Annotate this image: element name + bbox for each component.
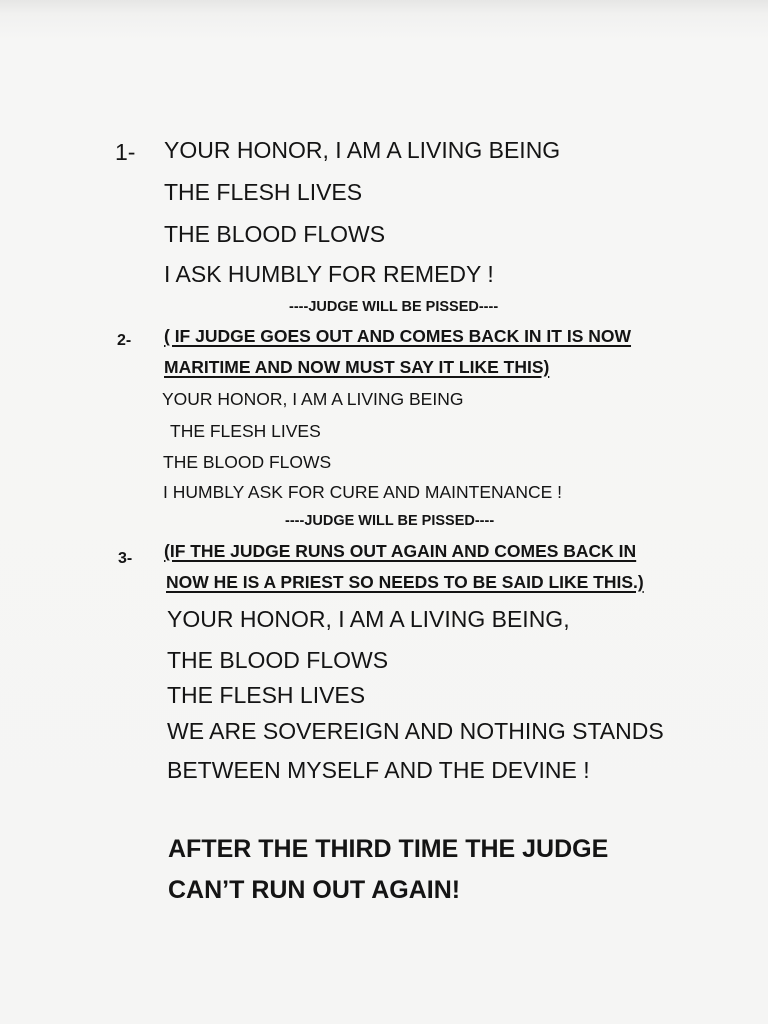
section-2-number: 2- <box>117 332 132 349</box>
section-3-line: WE ARE SOVEREIGN AND NOTHING STANDS <box>167 718 664 744</box>
section-2-line: THE BLOOD FLOWS <box>163 452 332 472</box>
section-3-note-line: (IF THE JUDGE RUNS OUT AGAIN AND COMES BACK IN <box>164 541 637 561</box>
separator-2: ----JUDGE WILL BE PISSED---- <box>285 513 495 529</box>
section-1-number: 1- <box>115 139 136 165</box>
section-1-line: THE FLESH LIVES <box>164 179 363 205</box>
section-2-line: I HUMBLY ASK FOR CURE AND MAINTENANCE ! <box>163 482 563 502</box>
section-1-line: YOUR HONOR, I AM A LIVING BEING <box>164 137 561 163</box>
separator-1: ----JUDGE WILL BE PISSED---- <box>289 299 499 315</box>
section-3-line: YOUR HONOR, I AM A LIVING BEING, <box>167 606 570 632</box>
closing-line: AFTER THE THIRD TIME THE JUDGE <box>168 835 609 863</box>
closing-line: CAN’T RUN OUT AGAIN! <box>168 876 461 904</box>
section-2-note-line: MARITIME AND NOW MUST SAY IT LIKE THIS) <box>164 357 550 377</box>
section-2-note-line: ( IF JUDGE GOES OUT AND COMES BACK IN IT IS NOW <box>164 326 632 346</box>
section-3-number: 3- <box>118 550 133 567</box>
section-1-line: THE BLOOD FLOWS <box>164 221 386 247</box>
section-3-note-line: NOW HE IS A PRIEST SO NEEDS TO BE SAID LIKE THIS.) <box>166 572 644 592</box>
section-3-line: THE FLESH LIVES <box>167 682 366 708</box>
section-3-line: BETWEEN MYSELF AND THE DEVINE ! <box>167 757 590 783</box>
section-2-line: THE FLESH LIVES <box>170 421 321 441</box>
section-3-line: THE BLOOD FLOWS <box>167 647 389 673</box>
section-2-line: YOUR HONOR, I AM A LIVING BEING <box>162 389 464 409</box>
section-1-line: I ASK HUMBLY FOR REMEDY ! <box>164 261 494 287</box>
